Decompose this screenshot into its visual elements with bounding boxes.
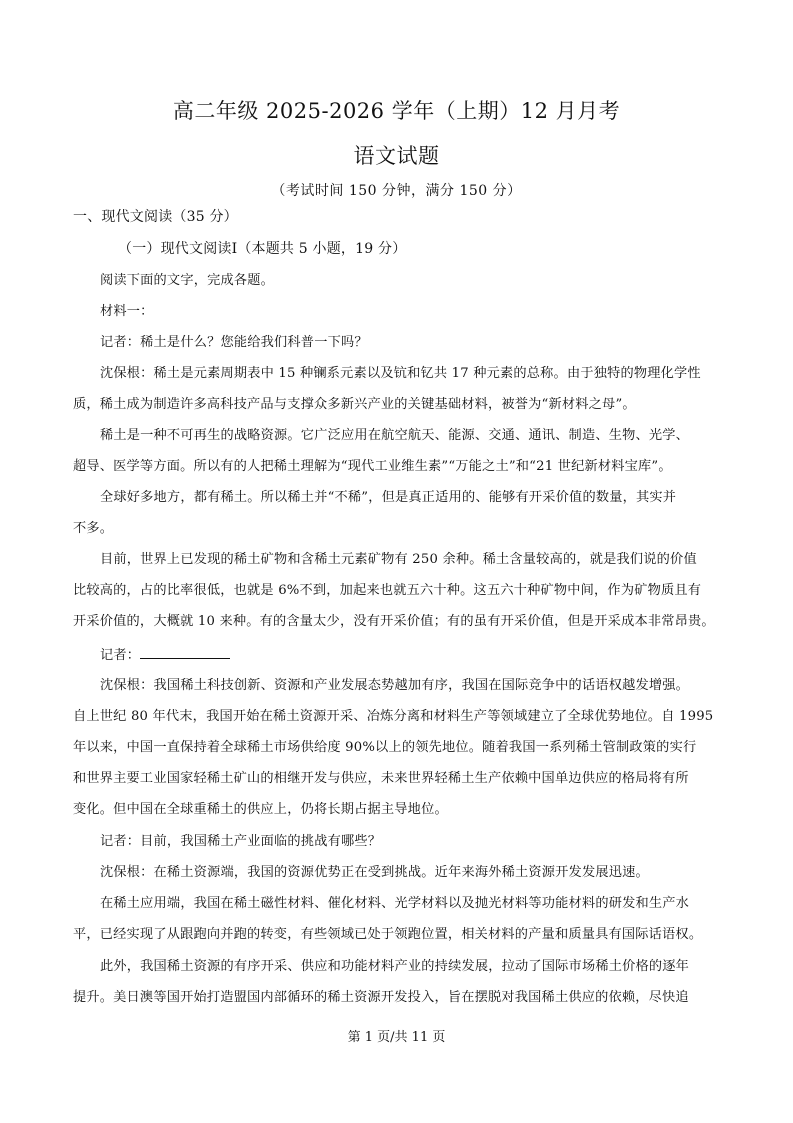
section-heading: 一、现代文阅读（35 分）	[73, 209, 238, 225]
paragraph-line: 质，稀土成为制造许多高科技产品与支撑众多新兴产业的关键基础材料，被誉为“新材料之母”。	[73, 397, 636, 412]
paragraph-line: 开采价值的，大概就 10 来种。有的含量太少，没有开采价值；有的虽有开采价值，但是开采成本非常昂贵。	[73, 614, 715, 629]
paragraph-line: 全球好多地方，都有稀土。所以稀土并“不稀”，但是真正适用的、能够有开采价值的数量，其实并	[100, 490, 677, 505]
paragraph-line: 平，已经实现了从跟跑向并跑的转变，有些领域已处于领跑位置，相关材料的产量和质量具有国际话语权。	[73, 927, 703, 942]
paragraph-line: 和世界主要工业国家轻稀土矿山的相继开发与供应，未来世界轻稀土生产依赖中国单边供应的格局将有所	[73, 771, 689, 786]
paragraph-line: 在稀土应用端，我国在稀土磁性材料、催化材料、光学材料以及抛光材料等功能材料的研发和生产水	[100, 896, 690, 911]
reporter-label: 记者：	[100, 648, 141, 663]
paragraph-line: 不多。	[73, 521, 114, 536]
paragraph-line: 沈保根：在稀土资源端，我国的资源优势正在受到挑战。近年来海外稀土资源开发发展迅速。	[100, 865, 649, 880]
paragraph-line: 年以来，中国一直保持着全球稀土市场供给度 90%以上的领先地位。随着我国一系列稀土管制政策的实行	[73, 740, 697, 755]
paragraph-line: 提升。美日澳等国开始打造盟国内部循环的稀土资源开发投入，旨在摆脱对我国稀土供应的依赖，尽快追	[73, 990, 689, 1005]
sub-section-heading: （一）现代文阅读Ⅰ（本题共 5 小题，19 分）	[118, 241, 407, 257]
paragraph-line: 变化。但中国在全球重稀土的供应上，仍将长期占据主导地位。	[73, 802, 448, 817]
paragraph-line: 超导、医学等方面。所以有的人把稀土理解为“现代工业维生素”“万能之土”和“21 世纪新材料宝库”。	[73, 459, 672, 474]
exam-info: （考试时间 150 分钟，满分 150 分）	[271, 183, 522, 199]
instruction-text: 阅读下面的文字，完成各题。	[100, 273, 275, 288]
paragraph-line: 目前，世界上已发现的稀土矿物和含稀土元素矿物有 250 余种。稀土含量较高的，就是我们说的价值	[100, 552, 697, 567]
answer-blank	[140, 644, 230, 659]
material-label: 材料一：	[100, 304, 154, 319]
paragraph-line: 此外，我国稀土资源的有序开采、供应和功能材料产业的持续发展，拉动了国际市场稀土价格的逐年	[100, 959, 690, 974]
paragraph-line: 记者：目前，我国稀土产业面临的挑战有哪些？	[100, 834, 382, 849]
paragraph-line: 沈保根：稀土是元素周期表中 15 种镧系元素以及钪和钇共 17 种元素的总称。由于独特的物理化学性	[100, 366, 701, 381]
reporter-blank-line	[100, 644, 729, 666]
paragraph-line: 沈保根：我国稀土科技创新、资源和产业发展态势越加有序，我国在国际竞争中的话语权越发增强。	[100, 678, 690, 693]
paragraph-line: 自上世纪 80 年代末，我国开始在稀土资源开采、冶炼分离和材料生产等领域建立了全球优势地位。自 1995	[73, 709, 714, 724]
paragraph-line: 稀土是一种不可再生的战略资源。它广泛应用在航空航天、能源、交通、通讯、制造、生物、光学、	[100, 428, 690, 443]
exam-subject: 语文试题	[353, 144, 440, 168]
exam-title: 高二年级 2025-2026 学年（上期）12 月月考	[172, 99, 621, 123]
paragraph-line: 记者：稀土是什么？您能给我们科普一下吗？	[100, 335, 368, 350]
paragraph-line: 比较高的，占的比率很低，也就是 6%不到，加起来也就五六十种。这五六十种矿物中间，作为矿物质且有	[73, 583, 702, 598]
page-number: 第 1 页/共 11 页	[347, 1030, 446, 1045]
